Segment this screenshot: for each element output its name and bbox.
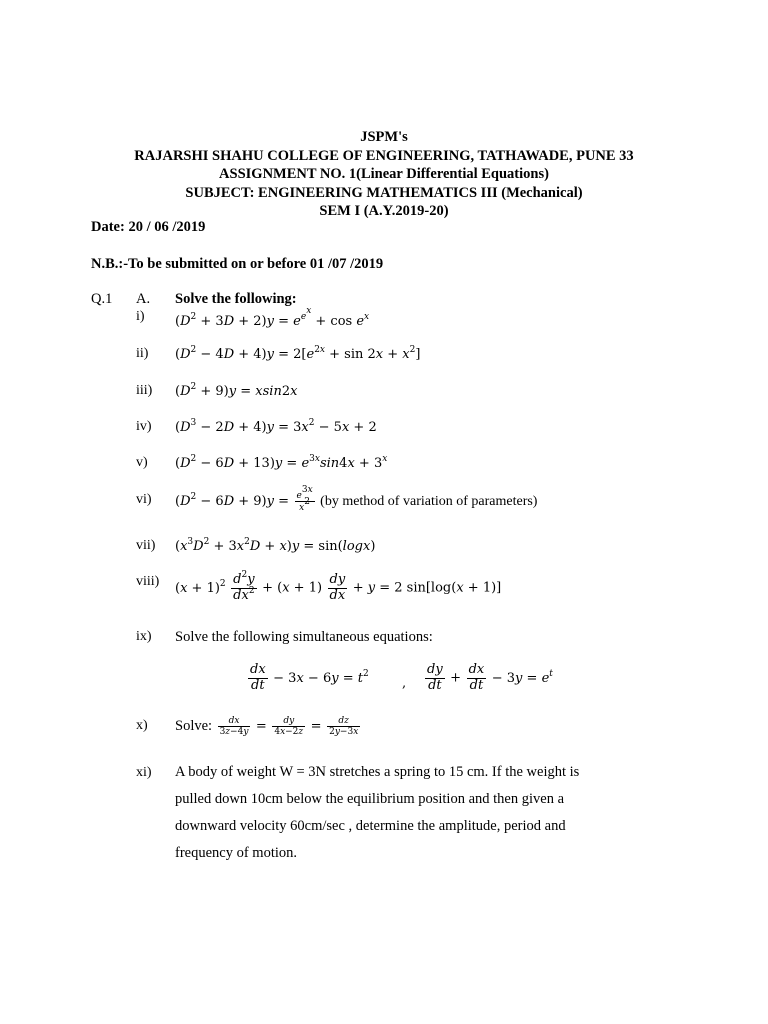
equation-iv: $(D^3 - 2D + 4)y = 3x^2 - 5x + 2$ <box>175 418 377 435</box>
item-label-viii: viii) <box>136 574 160 589</box>
item-label-ii: ii) <box>136 346 149 361</box>
equation-ix-first: $\frac{dx}{dt}$ − $3x - 6y = t^2$ <box>250 662 369 693</box>
header-subject: SUBJECT: ENGINEERING MATHEMATICS III (Mechanical) <box>185 184 583 201</box>
equation-x: Solve: $\frac{dx}{3z-4y}$ = $\frac{dy}{4x-2z}$ = $\frac{dz}{2y-3x}$ <box>175 716 359 738</box>
item-label-xi: xi) <box>136 765 152 780</box>
item-label-x: x) <box>136 718 148 733</box>
equation-ii: $(D^2 - 4D + 4)y = 2[e^{2x} + \sin 2x + x^2]$ <box>175 345 421 362</box>
question-title: Solve the following: <box>175 291 297 307</box>
equation-vi: $(D^2 - 6D + 9)y$ = $\frac{e^{3x}}{x^2}$ (by method of variation of parameters) <box>175 485 538 514</box>
item-label-iv: iv) <box>136 419 152 434</box>
item-label-v: v) <box>136 455 148 470</box>
equation-iii: $(D^2 + 9)y = xsin2x$ <box>175 382 298 399</box>
item-label-iii: iii) <box>136 383 153 398</box>
item-ix-text: Solve the following simultaneous equations: <box>175 629 433 645</box>
equation-ix-second: $\frac{dy}{dt}$ + $\frac{dx}{dt}$ − $3y = e^t$ <box>427 662 553 693</box>
item-label-vi: vi) <box>136 492 152 507</box>
equation-ix-separator: , <box>402 676 407 691</box>
item-label-i: i) <box>136 309 145 324</box>
header-institution-short: JSPM's <box>360 129 408 145</box>
submission-note: N.B.:-To be submitted on or before 01 /07 /2019 <box>91 256 384 272</box>
equation-i: $(D^2 + 3D + 2)y = e^{e^x} + \cos e^x$ <box>175 306 370 329</box>
header-college-name: RAJARSHI SHAHU COLLEGE OF ENGINEERING, TATHAWADE, PUNE 33 <box>134 147 634 164</box>
item-label-vii: vii) <box>136 538 156 553</box>
document-header <box>0 128 768 221</box>
equation-vii: $(x^3D^2 + 3x^2D + x)y = \sin(\log x)$ <box>175 537 376 554</box>
header-assignment-title: ASSIGNMENT NO. 1(Linear Differential Equations) <box>219 166 549 182</box>
equation-viii: $(x + 1)^2$ $\frac{d^2y}{dx^2}$ + (x + 1) $\frac{dy}{dx}$ + y = 2 sin[log(x + 1)] <box>175 570 502 603</box>
date-line: Date: 20 / 06 /2019 <box>91 219 206 235</box>
equation-vi-note: (by method of variation of parameters) <box>320 494 538 510</box>
question-part: A. <box>136 291 151 307</box>
item-xi-text: A body of weight W = 3N stretches a spring to 15 cm. If the weight is pulled down 10cm below the equilibrium position and then given a downward velocity 60cm/sec , determine the amplitude, period and frequency of motion. <box>175 764 580 861</box>
header-semester: SEM I (A.Y.2019-20) <box>319 203 449 219</box>
equation-v: $(D^2 - 6D + 13)y = e^{3x}\sin 4x + 3^x$ <box>175 454 388 471</box>
item-x-text: Solve: <box>175 718 213 735</box>
item-label-ix: ix) <box>136 629 152 644</box>
question-number: Q.1 <box>91 291 113 307</box>
